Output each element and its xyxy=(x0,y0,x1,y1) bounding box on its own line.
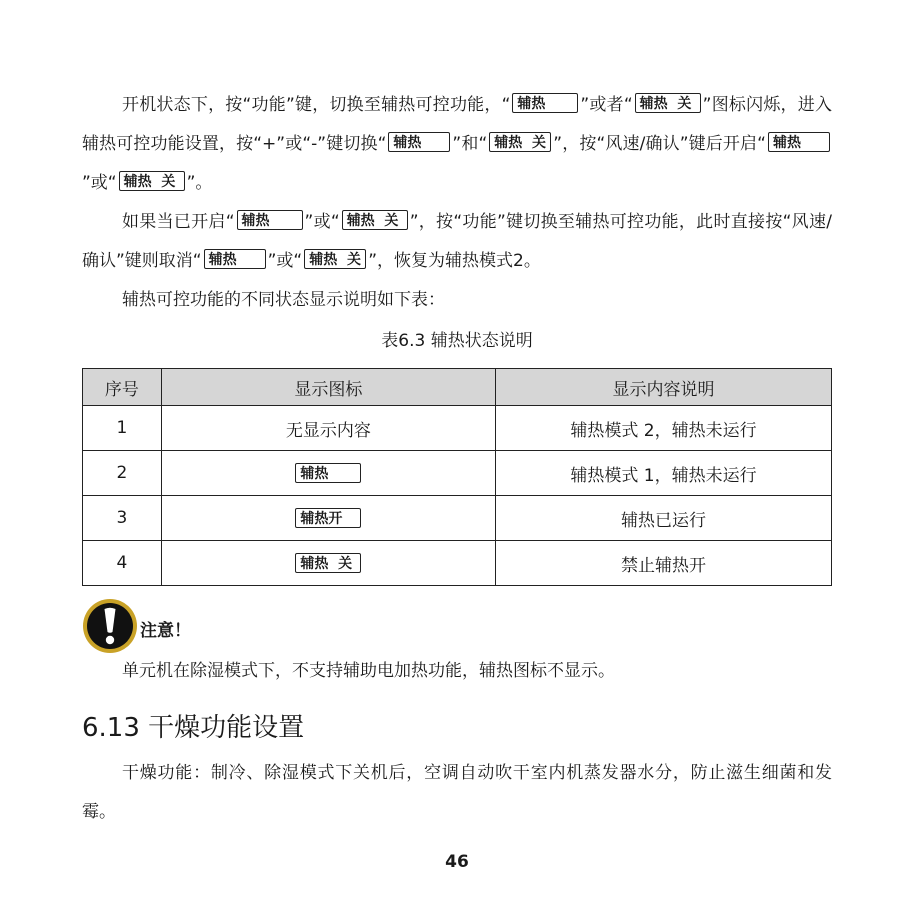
section-heading: 6.13 干燥功能设置 xyxy=(82,713,305,743)
aux-heat-on-icon: 辅热开 xyxy=(295,508,361,528)
note-callout xyxy=(82,598,191,654)
header-desc: 显示内容说明 xyxy=(495,369,831,406)
text-span: ”，按“功能”键切换至辅热可控功能，此时直接按“风速/确认”键则取消“ xyxy=(82,212,832,271)
aux-heat-icon: 辅热 xyxy=(388,132,450,152)
aux-heat-off-icon: 辅热 关 xyxy=(635,93,701,113)
cell-desc: 辅热模式 2，辅热未运行 xyxy=(495,406,831,451)
cell-icon xyxy=(161,451,495,496)
text-span: ”，按“风速/确认”键后开启“ xyxy=(553,134,766,154)
table-header-row xyxy=(83,369,832,406)
header-no: 序号 xyxy=(83,369,162,406)
cell-icon xyxy=(161,541,495,586)
text-span: ”，恢复为辅热模式2。 xyxy=(368,251,541,271)
cell-desc: 辅热模式 1，辅热未运行 xyxy=(495,451,831,496)
aux-heat-off-icon: 辅热 关 xyxy=(304,249,366,269)
aux-heat-status-table xyxy=(82,368,832,586)
table-row xyxy=(83,496,832,541)
text-span: ”或“ xyxy=(267,251,303,271)
text-span: ”或“ xyxy=(304,212,340,232)
note-label: 注意！ xyxy=(140,620,191,641)
cell-icon-text: 无显示内容 xyxy=(161,406,495,451)
cell-no: 2 xyxy=(83,451,162,496)
text-span: ”。 xyxy=(186,173,213,193)
cell-no: 1 xyxy=(83,406,162,451)
section-body: 干燥功能：制冷、除湿模式下关机后，空调自动吹干室内机蒸发器水分，防止滋生细菌和发霉。 xyxy=(82,763,832,822)
text-span: ”图标闪烁，进入辅热可控功能设置，按“+”或“-”键切换“ xyxy=(82,95,832,154)
text-span: 如果当已开启“ xyxy=(122,212,235,232)
cell-no: 4 xyxy=(83,541,162,586)
aux-heat-off-icon: 辅热 关 xyxy=(295,553,361,573)
aux-heat-icon: 辅热 xyxy=(237,210,303,230)
text-span: ”和“ xyxy=(452,134,488,154)
aux-heat-off-icon: 辅热 关 xyxy=(119,171,185,191)
aux-heat-icon: 辅热 xyxy=(295,463,361,483)
text-span: 开机状态下，按“功能”键，切换至辅热可控功能，“ xyxy=(122,95,511,115)
table-row xyxy=(83,451,832,496)
cell-desc: 辅热已运行 xyxy=(495,496,831,541)
cell-icon xyxy=(161,496,495,541)
aux-heat-icon: 辅热 xyxy=(204,249,266,269)
paragraph-table-intro: 辅热可控功能的不同状态显示说明如下表： xyxy=(122,290,445,310)
aux-heat-icon: 辅热 xyxy=(512,93,578,113)
paragraph-aux-heat-setup xyxy=(82,86,832,203)
cell-no: 3 xyxy=(83,496,162,541)
cell-desc: 禁止辅热开 xyxy=(495,541,831,586)
page-number: 46 xyxy=(445,852,469,872)
table-row xyxy=(83,406,832,451)
aux-heat-icon: 辅热 xyxy=(768,132,830,152)
aux-heat-off-icon: 辅热 关 xyxy=(489,132,551,152)
table-caption: 表6.3 辅热状态说明 xyxy=(381,331,533,351)
aux-heat-off-icon: 辅热 关 xyxy=(342,210,408,230)
table-row xyxy=(83,541,832,586)
note-text: 单元机在除湿模式下，不支持辅助电加热功能，辅热图标不显示。 xyxy=(122,661,615,681)
exclamation-icon xyxy=(82,598,138,654)
text-span: ”或者“ xyxy=(580,95,633,115)
text-span: ”或“ xyxy=(82,173,117,193)
paragraph-aux-heat-cancel xyxy=(82,203,832,281)
header-icon: 显示图标 xyxy=(161,369,495,406)
